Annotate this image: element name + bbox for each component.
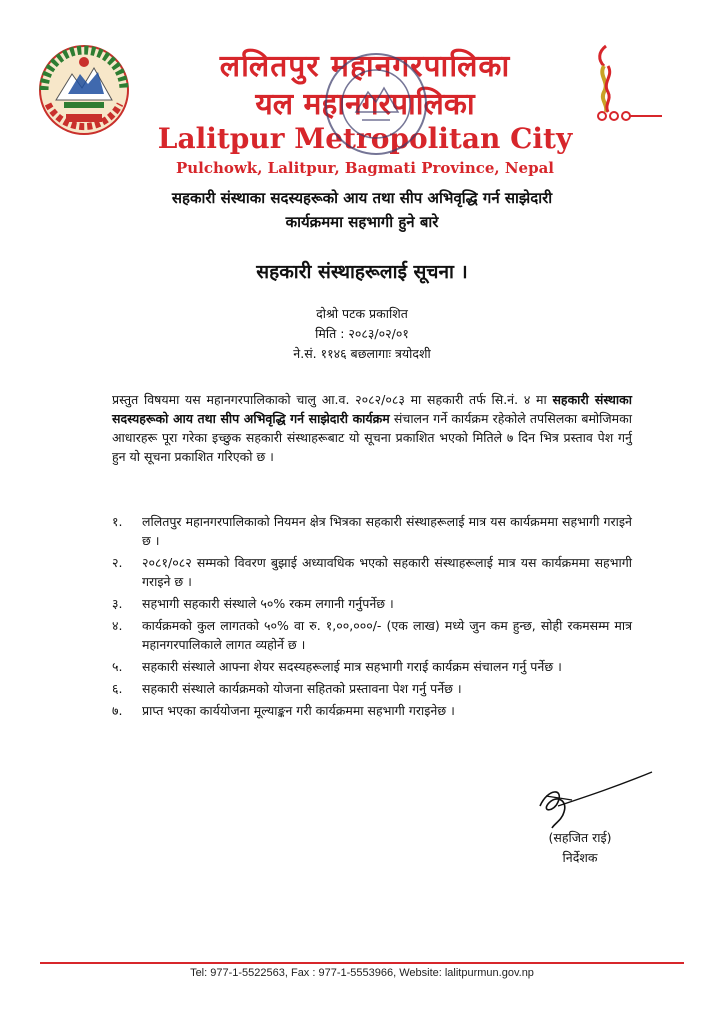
nepal-emblem-icon [38, 44, 130, 136]
municipality-name-newa: यल महानगरपालिका [255, 87, 475, 122]
list-item-number: ७. [112, 703, 123, 718]
list-item [112, 553, 632, 591]
list-item [112, 657, 632, 676]
list-item-number: ३. [112, 596, 123, 611]
notice-heading: सहकारी संस्थाहरूलाई सूचना । [256, 261, 468, 283]
municipality-name-english: Lalitpur Metropolitan City [157, 122, 573, 155]
decorative-logo-icon [584, 42, 664, 122]
list-item-text: प्राप्त भएका कार्ययोजना मूल्याङ्कन गरी कार्यक्रममा सहभागी गराइनेछ । [142, 703, 455, 718]
subject-line-1: सहकारी संस्थाका सदस्यहरूको आय तथा सीप अभिवृद्धि गर्न साझेदारी [171, 189, 553, 207]
list-item [112, 701, 632, 720]
list-item-number: ५. [112, 659, 123, 674]
office-seal-stamp [322, 50, 430, 158]
footer-divider [40, 962, 684, 964]
list-item-number: १. [112, 514, 123, 529]
body-text-bold: सहकारी संस्थाका सदस्यहरूको आय तथा सीप अभिवृद्धि गर्न साझेदारी कार्यक्रम [112, 392, 632, 426]
list-item-text: कार्यक्रमको कुल लागतको ५०% वा रु. १,००,०००/- (एक लाख) मध्ये जुन कम हुन्छ, सोही रकमसम्म मात्र महानगरपालिकाले लागत व्यहोर्ने छ । [142, 618, 632, 652]
municipality-address: Pulchowk, Lalitpur, Bagmati Province, Nepal [175, 159, 555, 177]
list-item [112, 679, 632, 698]
municipality-name-nepali: ललितपुर महानगरपालिका [219, 49, 511, 84]
conditions-list [112, 512, 632, 723]
handwritten-signature [528, 766, 658, 836]
subject-line-2: कार्यक्रममा सहभागी हुने बारे [285, 213, 439, 231]
publication-status: दोश्रो पटक प्रकाशित [316, 306, 408, 321]
list-item-text: सहकारी संस्थाले कार्यक्रमको योजना सहितको प्रस्तावना पेश गर्नु पर्नेछ । [142, 681, 462, 696]
signatory-block [520, 828, 640, 868]
body-text-part-2: संचालन गर्ने कार्यक्रम रहेकोले तपसिलका बमोजिमका आधारहरू पूरा गरेका इच्छुक सहकारी संस्थाहरूबाट यो सूचना प्रकाशित भएको मितिले ७ दिन भित्र प्रस्ताव पेश गर्नु हुन यो सूचना प्रकाशित गरिएको छ । [112, 411, 632, 464]
list-item-text: २०८१/०८२ सम्मको विवरण बुझाई अध्यावधिक भएको सहकारी संस्थाहरूलाई मात्र यस कार्यक्रममा सहभागी गराइने छ । [142, 555, 632, 589]
signatory-title: निर्देशक [562, 850, 598, 865]
list-item-number: २. [112, 555, 123, 570]
nepal-samvat-date: ने.सं. ११४६ बछलागाः त्रयोदशी [293, 346, 431, 361]
body-text-part-1: प्रस्तुत विषयमा यस महानगरपालिकाको चालु आ.व. २०८२/०८३ मा सहकारी तर्फ सि.नं. ४ मा [112, 392, 553, 407]
list-item-number: ४. [112, 618, 123, 633]
list-item-text: सहकारी संस्थाले आफ्ना शेयर सदस्यहरूलाई मात्र सहभागी गराई कार्यक्रम संचालन गर्नु पर्नेछ । [142, 659, 562, 674]
list-item [112, 594, 632, 613]
list-item-text: ललितपुर महानगरपालिकाको नियमन क्षेत्र भित्रका सहकारी संस्थाहरूलाई मात्र यस कार्यक्रममा सहभागी गराइने छ । [142, 514, 632, 548]
footer-contact: Tel: 977-1-5522563, Fax : 977-1-5553966, Website: lalitpurmun.gov.np [190, 967, 534, 979]
signatory-name: (सहजित राई) [548, 830, 612, 845]
list-item-number: ६. [112, 681, 123, 696]
list-item [112, 512, 632, 550]
notice-date: मिति : २०८३/०२/०१ [315, 326, 409, 341]
list-item-text: सहभागी सहकारी संस्थाले ५०% रकम लगानी गर्नुपर्नेछ । [142, 596, 394, 611]
notice-meta [210, 304, 514, 364]
list-item [112, 616, 632, 654]
notice-subject [110, 186, 614, 234]
notice-body [112, 390, 632, 466]
